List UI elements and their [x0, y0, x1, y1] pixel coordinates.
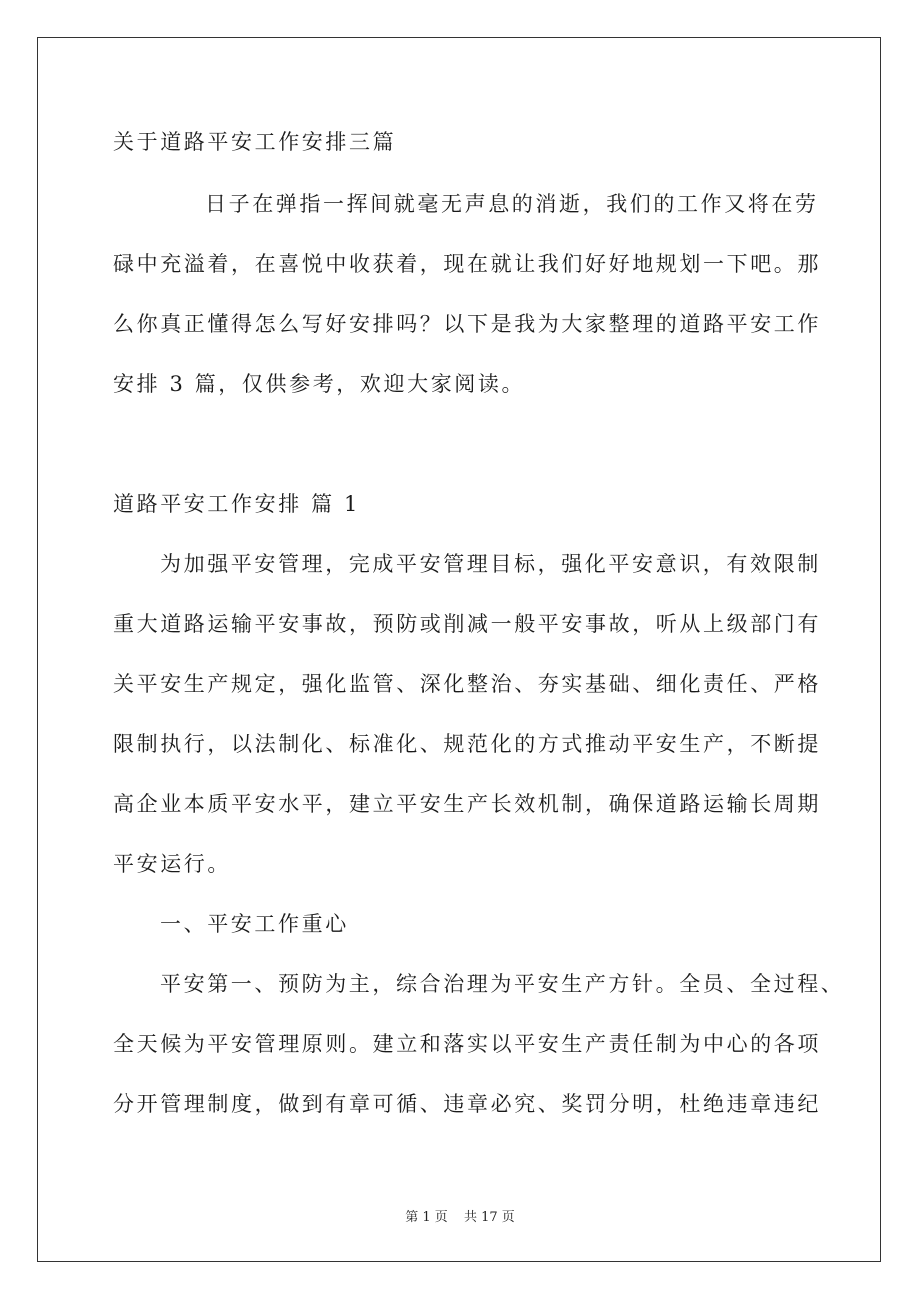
paragraph1-line-2: 重大道路运输平安事故，预防或削减一般平安事故，听从上级部门有 [113, 612, 821, 636]
intro-line-3: 么你真正懂得怎么写好安排吗？以下是我为大家整理的道路平安工作 [113, 312, 821, 336]
page-border [37, 37, 881, 1262]
paragraph2-line-1: 平安第一、预防为主，综合治理为平安生产方针。全员、全过程、 [160, 972, 845, 996]
section-title: 道路平安工作安排 篇 1 [113, 492, 360, 516]
paragraph1-line-5: 高企业本质平安水平，建立平安生产长效机制，确保道路运输长周期 [113, 792, 821, 816]
paragraph1-line-1: 为加强平安管理，完成平安管理目标，强化平安意识，有效限制 [160, 552, 821, 576]
document-title: 关于道路平安工作安排三篇 [113, 130, 397, 154]
total-pages: 共 17 页 [463, 1210, 515, 1225]
paragraph2-line-2: 全天候为平安管理原则。建立和落实以平安生产责任制为中心的各项 [113, 1032, 821, 1056]
subheading: 一、平安工作重心 [160, 912, 349, 936]
intro-line-2: 碌中充溢着，在喜悦中收获着，现在就让我们好好地规划一下吧。那 [113, 252, 821, 276]
paragraph1-line-3: 关平安生产规定，强化监管、深化整治、夯实基础、细化责任、严格 [113, 672, 821, 696]
paragraph1-line-6: 平安运行。 [113, 852, 231, 876]
paragraph2-line-3: 分开管理制度，做到有章可循、违章必究、奖罚分明，杜绝违章违纪 [113, 1092, 821, 1116]
intro-line-1: 日子在弹指一挥间就毫无声息的消逝，我们的工作又将在劳 [205, 192, 819, 216]
page-footer [0, 1206, 920, 1225]
intro-line-4: 安排 3 篇，仅供参考，欢迎大家阅读。 [113, 372, 526, 396]
current-page-number: 第 1 页 [405, 1210, 448, 1225]
paragraph1-line-4: 限制执行，以法制化、标准化、规范化的方式推动平安生产，不断提 [113, 732, 821, 756]
